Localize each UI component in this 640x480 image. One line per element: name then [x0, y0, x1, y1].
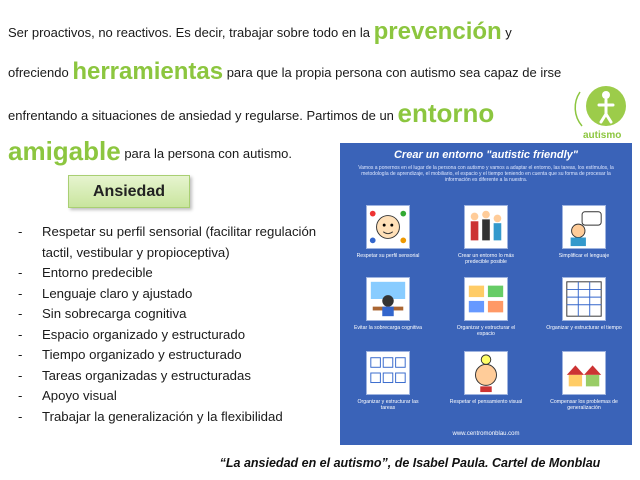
- poster-caption: Respetar el pensamiento visual: [449, 399, 523, 405]
- list-item: - Respetar su perfil sensorial (facilitar regulación tactil, vestibular y propioceptiva): [18, 222, 338, 263]
- list-item: - Sin sobrecarga cognitiva: [18, 304, 338, 325]
- poster-caption: Organizar y estructurar las tareas: [357, 399, 419, 411]
- poster-url: www.centromonblau.com: [452, 431, 520, 437]
- highlight-entorno: entorno: [397, 98, 495, 128]
- face-senses-icon: [366, 205, 410, 249]
- poster-caption: Respetar su perfil sensorial: [356, 253, 420, 259]
- poster-caption: Organizar y estructurar el tiempo: [546, 325, 622, 331]
- intro-text: Ser proactivos, no reactivos. Es decir, trabajar sobre todo en la: [8, 25, 374, 40]
- citation: “La ansiedad en el autismo”, de Isabel Paula. Cartel de Monblau: [219, 456, 601, 470]
- list-item: - Trabajar la generalización y la flexibilidad: [18, 407, 338, 428]
- intro-line-3: [8, 100, 494, 126]
- list-item: - Entorno predecible: [18, 263, 338, 284]
- list-item: - Espacio organizado y estructurado: [18, 325, 338, 346]
- thinking-head-icon: [464, 351, 508, 395]
- student-desk-icon: [366, 277, 410, 321]
- poster-description: Vamos a ponernos en el lugar de la persona con autismo y vamos a adaptar el entorno, las tareas, los estímulos, la metodología de aprendizaje, el mobiliario, el espacio y el tiempo teniendo en cuenta que su forma de procesar la información es diferente a la nuestra.: [358, 165, 614, 183]
- monblau-poster: [340, 143, 632, 445]
- list-item: - Lenguaje claro y ajustado: [18, 284, 338, 305]
- intro-text: enfrentando a situaciones de ansiedad y regularse. Partimos de un: [8, 108, 398, 123]
- highlight-prevencion: prevención: [373, 18, 502, 45]
- intro-line-4: [8, 138, 292, 164]
- speech-icon: [562, 205, 606, 249]
- poster-caption: Evitar la sobrecarga cognitiva: [353, 325, 423, 331]
- intro-text: para que la propia persona con autismo sea capaz de irse: [223, 65, 562, 80]
- poster-caption: Compensar los problemas de generalización: [550, 399, 618, 411]
- list-item: - Tareas organizadas y estructuradas: [18, 366, 338, 387]
- intro-text: ofreciendo: [8, 65, 73, 80]
- list-item: - Apoyo visual: [18, 386, 338, 407]
- logo-text: autismo: [583, 130, 622, 141]
- poster-title: Crear un entorno "autistic friendly": [393, 149, 578, 161]
- organized-space-icon: [464, 277, 508, 321]
- intro-line-1: [8, 20, 512, 44]
- strategy-list: [18, 222, 338, 427]
- houses-icon: [562, 351, 606, 395]
- highlight-amigable: amigable: [8, 136, 121, 166]
- poster-caption: Organizar y estructurar el espacio: [456, 325, 516, 337]
- family-icon: [464, 205, 508, 249]
- poster-caption: Simplificar el lenguaje: [558, 253, 610, 259]
- schedule-icon: [562, 277, 606, 321]
- highlight-herramientas: herramientas: [72, 58, 224, 85]
- ansiedad-badge: Ansiedad: [68, 175, 190, 208]
- intro-line-2: [8, 60, 561, 84]
- intro-text: y: [501, 25, 512, 40]
- task-cards-icon: [366, 351, 410, 395]
- intro-text: para la persona con autismo.: [120, 146, 292, 161]
- list-item: - Tiempo organizado y estructurado: [18, 345, 338, 366]
- poster-caption: Crear un entorno lo más predecible posible: [458, 253, 514, 265]
